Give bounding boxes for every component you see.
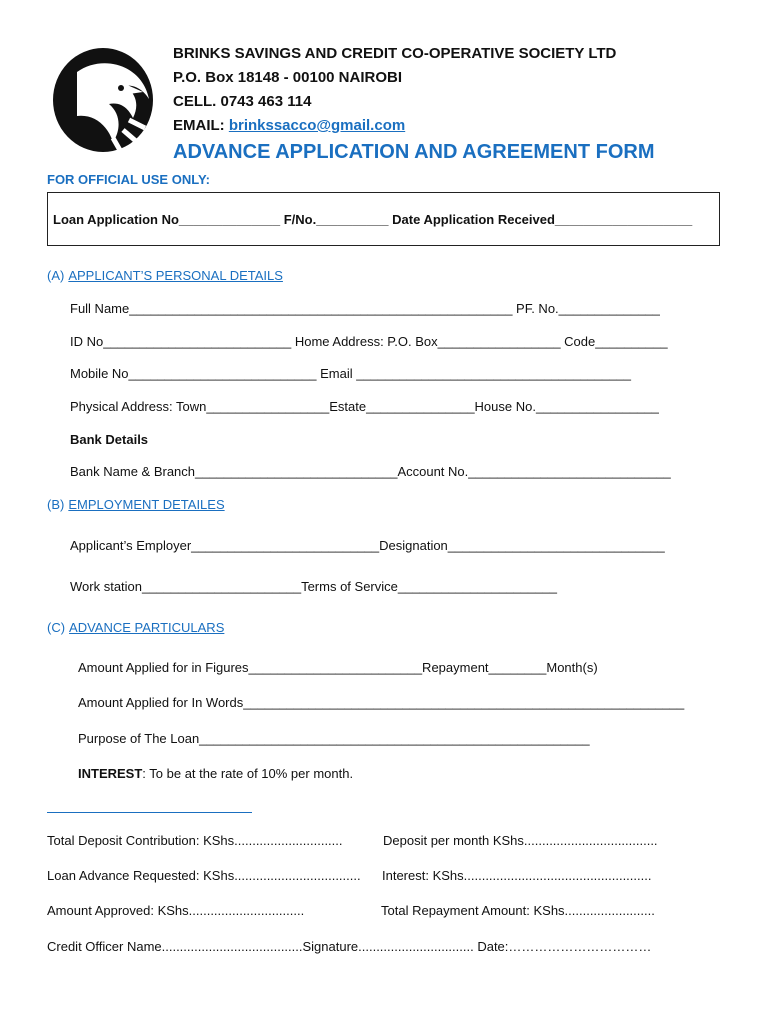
employer-field[interactable]: Applicant’s Employer__________________________Designation______________________________: [70, 538, 665, 553]
amount-approved-field[interactable]: Amount Approved: KShs................................: [47, 903, 305, 918]
org-cell: CELL. 0743 463 114: [173, 93, 312, 110]
org-address: P.O. Box 18148 - 00100 NAIROBI: [173, 69, 402, 86]
form-title: ADVANCE APPLICATION AND AGREEMENT FORM: [173, 141, 655, 163]
physical-address-field[interactable]: Physical Address: Town_________________Estate_______________House No._________________: [70, 399, 659, 414]
section-b-letter: (B): [47, 497, 65, 512]
org-email-line: [173, 117, 405, 134]
bank-field[interactable]: Bank Name & Branch____________________________Account No.____________________________: [70, 464, 671, 479]
official-use-label: FOR OFFICIAL USE ONLY:: [47, 172, 210, 187]
section-b-title: EMPLOYMENT DETAILES: [68, 497, 225, 512]
section-a-letter: (A): [47, 268, 65, 283]
interest-field[interactable]: Interest: KShs....................................................: [382, 868, 652, 883]
loan-requested-field[interactable]: Loan Advance Requested: KShs...................................: [47, 868, 361, 883]
bank-details-label: Bank Details: [70, 432, 149, 447]
work-station-field[interactable]: Work station______________________Terms of Service______________________: [70, 579, 557, 594]
eagle-logo: [47, 44, 159, 156]
separator-line: [47, 812, 252, 813]
deposit-month-field[interactable]: Deposit per month KShs.....................................: [383, 833, 658, 848]
amount-figures-field[interactable]: Amount Applied for in Figures________________________Repayment________Month(s): [78, 660, 598, 675]
total-deposit-field[interactable]: Total Deposit Contribution: KShs..............................: [47, 833, 343, 848]
interest-statement: [78, 766, 353, 781]
section-c-title: ADVANCE PARTICULARS: [69, 620, 225, 635]
interest-label: INTEREST: [78, 766, 143, 781]
amount-words-field[interactable]: Amount Applied for In Words_____________________________________________________________: [78, 695, 685, 710]
total-repayment-field[interactable]: Total Repayment Amount: KShs.........................: [381, 903, 655, 918]
full-name-field[interactable]: Full Name_____________________________________________________ PF. No.______________: [70, 301, 660, 316]
mobile-email-field[interactable]: Mobile No__________________________ Email ______________________________________: [70, 366, 631, 381]
credit-officer-field[interactable]: Credit Officer Name.......................................Signature................................ Date:……………………………: [47, 939, 652, 954]
section-c-heading: [47, 620, 224, 635]
email-link[interactable]: brinkssacco@gmail.com: [228, 117, 406, 134]
purpose-field[interactable]: Purpose of The Loan______________________________________________________: [78, 731, 590, 746]
section-a-heading: [47, 268, 283, 283]
id-address-field[interactable]: ID No__________________________ Home Address: P.O. Box_________________ Code__________: [70, 334, 668, 349]
section-b-heading: [47, 497, 225, 512]
official-use-fields[interactable]: Loan Application No______________ F/No.__________ Date Application Received___________________: [53, 212, 693, 227]
org-name: BRINKS SAVINGS AND CREDIT CO-OPERATIVE SOCIETY LTD: [173, 45, 617, 62]
section-c-letter: (C): [47, 620, 66, 635]
interest-text: : To be at the rate of 10% per month.: [142, 766, 354, 781]
section-a-title: APPLICANT’S PERSONAL DETAILS: [68, 268, 283, 283]
email-label: EMAIL:: [173, 117, 229, 134]
